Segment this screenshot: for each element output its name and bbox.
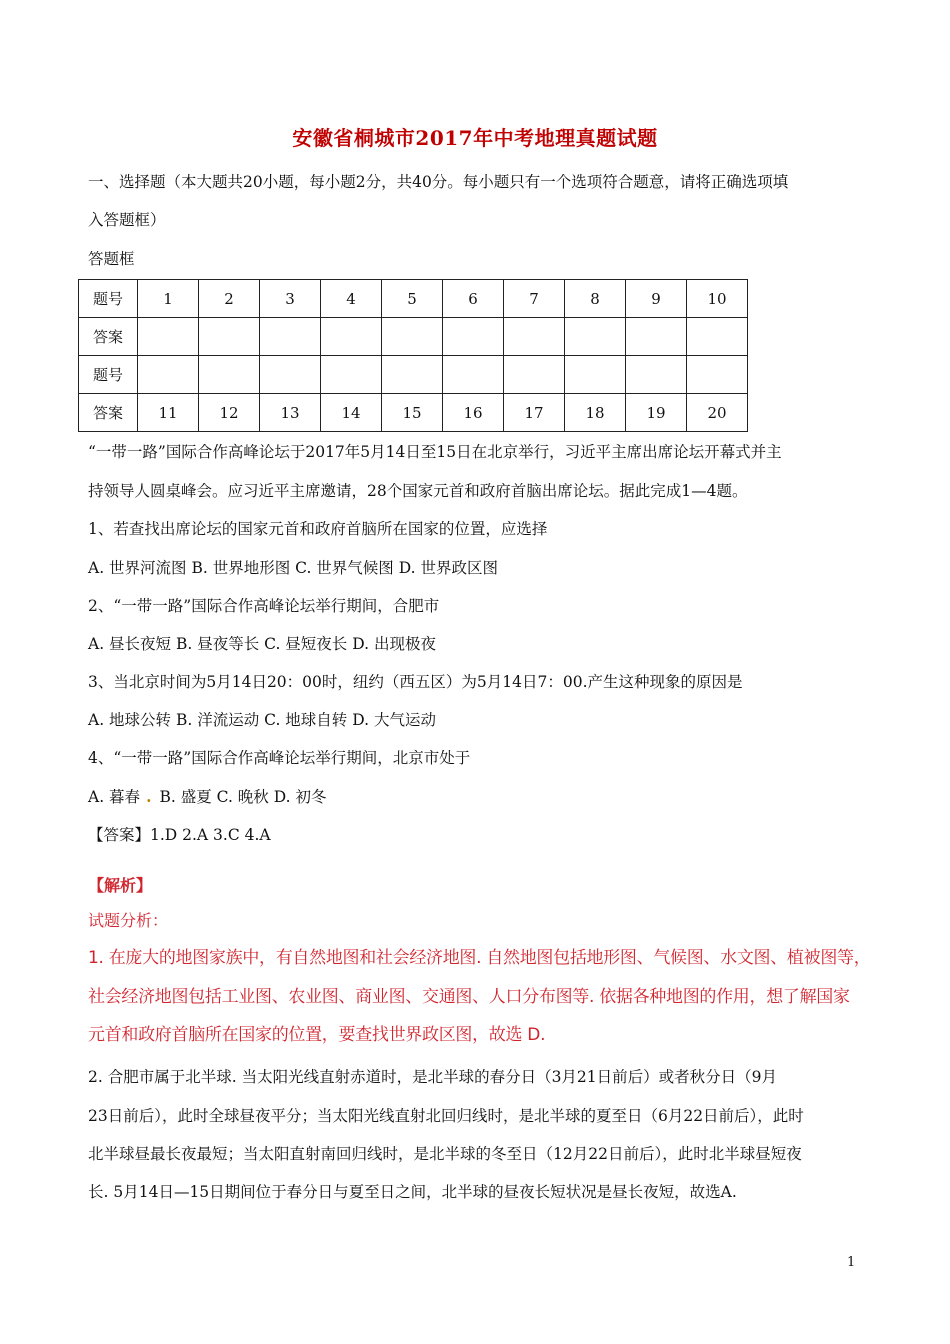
answer-table-cell bbox=[321, 318, 382, 356]
question-4-stem: 4、“一带一路”国际合作高峰论坛举行期间，北京市处于 bbox=[88, 749, 471, 767]
answer-table-cell bbox=[199, 356, 260, 394]
answer-table-row-header: 题号 bbox=[79, 280, 138, 318]
answer-table-cell: 4 bbox=[321, 280, 382, 318]
explanation-2-line-4: 长. 5月14日—15日期间位于春分日与夏至日之间，北半球的昼夜长短状况是昼长夜短，故选A. bbox=[88, 1183, 737, 1201]
answer-table-row-header: 答案 bbox=[79, 318, 138, 356]
analysis-subheader: 试题分析： bbox=[88, 911, 169, 930]
answer-table-cell: 18 bbox=[565, 394, 626, 432]
intro-line-1: “一带一路”国际合作高峰论坛于2017年5月14日至15日在北京举行，习近平主席出席论坛开幕式并主 bbox=[88, 443, 782, 461]
answer-table-row bbox=[79, 280, 748, 318]
analysis-line-2: 社会经济地图包括工业图、农业图、商业图、交通图、人口分布图等. 依据各种地图的作用，想了解国家 bbox=[88, 987, 850, 1007]
answer-table-cell: 15 bbox=[382, 394, 443, 432]
answer-table-cell bbox=[138, 356, 199, 394]
answer-table bbox=[78, 279, 748, 432]
answer-table-cell: 7 bbox=[504, 280, 565, 318]
answer-table-cell bbox=[687, 356, 748, 394]
answer-table-cell: 5 bbox=[382, 280, 443, 318]
explanation-2-line-3: 北半球昼最长夜最短；当太阳直射南回归线时，是北半球的冬至日（12月22日前后），此时北半球昼短夜 bbox=[88, 1145, 802, 1163]
answer-table-cell bbox=[260, 318, 321, 356]
answer-table-cell: 3 bbox=[260, 280, 321, 318]
answer-table-cell: 1 bbox=[138, 280, 199, 318]
question-1-stem: 1、若查找出席论坛的国家元首和政府首脑所在国家的位置，应选择 bbox=[88, 520, 548, 538]
answer-table-row-header: 答案 bbox=[79, 394, 138, 432]
answer-table-cell bbox=[565, 318, 626, 356]
answer-table-row bbox=[79, 394, 748, 432]
page-title: 安徽省桐城市2017年中考地理真题试题 bbox=[292, 126, 658, 150]
analysis-line-1: 1. 在庞大的地图家族中，有自然地图和社会经济地图. 自然地图包括地形图、气候图、水文图、植被图等， bbox=[88, 948, 871, 968]
answer-table-cell: 12 bbox=[199, 394, 260, 432]
answer-table-cell: 19 bbox=[626, 394, 687, 432]
answer-table-cell bbox=[199, 318, 260, 356]
question-4-options bbox=[88, 786, 326, 808]
answer-table-cell bbox=[626, 356, 687, 394]
answer-table-cell: 2 bbox=[199, 280, 260, 318]
answer-table-cell bbox=[321, 356, 382, 394]
analysis-line-3: 元首和政府首脑所在国家的位置，要查找世界政区图，故选 D. bbox=[88, 1025, 546, 1045]
intro-line-2: 持领导人圆桌峰会。应习近平主席邀请，28个国家元首和政府首脑出席论坛。据此完成1—4题。 bbox=[88, 482, 748, 500]
section-heading-line-1: 一、选择题（本大题共20小题，每小题2分，共40分。每小题只有一个选项符合题意，请将正确选项填 bbox=[88, 173, 789, 191]
answer-table-cell bbox=[382, 318, 443, 356]
answer-table-row bbox=[79, 318, 748, 356]
answer-table-cell: 11 bbox=[138, 394, 199, 432]
answer-table-cell bbox=[565, 356, 626, 394]
answer-table-cell bbox=[504, 318, 565, 356]
answer-table-cell bbox=[687, 318, 748, 356]
question-2-options: A. 昼长夜短 B. 昼夜等长 C. 昼短夜长 D. 出现极夜 bbox=[88, 635, 436, 653]
answer-table-row-header: 题号 bbox=[79, 356, 138, 394]
question-3-stem: 3、当北京时间为5月14日20：00时，纽约（西五区）为5月14日7：00.产生这种现象的原因是 bbox=[88, 673, 743, 691]
question-2-stem: 2、“一带一路”国际合作高峰论坛举行期间，合肥市 bbox=[88, 597, 440, 615]
answer-table-cell bbox=[443, 356, 504, 394]
question-1-options: A. 世界河流图 B. 世界地形图 C. 世界气候图 D. 世界政区图 bbox=[88, 559, 498, 577]
stray-dot: . bbox=[146, 787, 152, 806]
answer-table-cell: 8 bbox=[565, 280, 626, 318]
explanation-2-line-1: 2. 合肥市属于北半球. 当太阳光线直射赤道时，是北半球的春分日（3月21日前后）或者秋分日（9月 bbox=[88, 1068, 778, 1086]
answer-table-cell: 14 bbox=[321, 394, 382, 432]
page-number: 1 bbox=[847, 1255, 856, 1270]
answer-table-cell: 6 bbox=[443, 280, 504, 318]
answer-table-cell bbox=[504, 356, 565, 394]
explanation-2-line-2: 23日前后），此时全球昼夜平分；当太阳光线直射北回归线时，是北半球的夏至日（6月22日前后），此时 bbox=[88, 1107, 804, 1125]
answer-line: 【答案】1.D 2.A 3.C 4.A bbox=[88, 826, 271, 844]
answer-table-row bbox=[79, 356, 748, 394]
answer-table-cell bbox=[138, 318, 199, 356]
question-4-option-rest: B. 盛夏 C. 晚秋 D. 初冬 bbox=[159, 788, 327, 806]
answer-table-cell: 16 bbox=[443, 394, 504, 432]
analysis-header: 【解析】 bbox=[88, 876, 153, 895]
question-4-option-a: A. 暮春 bbox=[88, 788, 141, 806]
answer-table-cell bbox=[626, 318, 687, 356]
question-3-options: A. 地球公转 B. 洋流运动 C. 地球自转 D. 大气运动 bbox=[88, 711, 436, 729]
answer-table-cell: 17 bbox=[504, 394, 565, 432]
answer-table-cell bbox=[382, 356, 443, 394]
section-heading-line-2: 入答题框） bbox=[88, 211, 166, 229]
answer-table-cell bbox=[443, 318, 504, 356]
answer-table-cell bbox=[260, 356, 321, 394]
answer-table-cell: 20 bbox=[687, 394, 748, 432]
answer-box-label: 答题框 bbox=[88, 250, 135, 268]
answer-table-cell: 9 bbox=[626, 280, 687, 318]
answer-table-cell: 10 bbox=[687, 280, 748, 318]
answer-table-cell: 13 bbox=[260, 394, 321, 432]
